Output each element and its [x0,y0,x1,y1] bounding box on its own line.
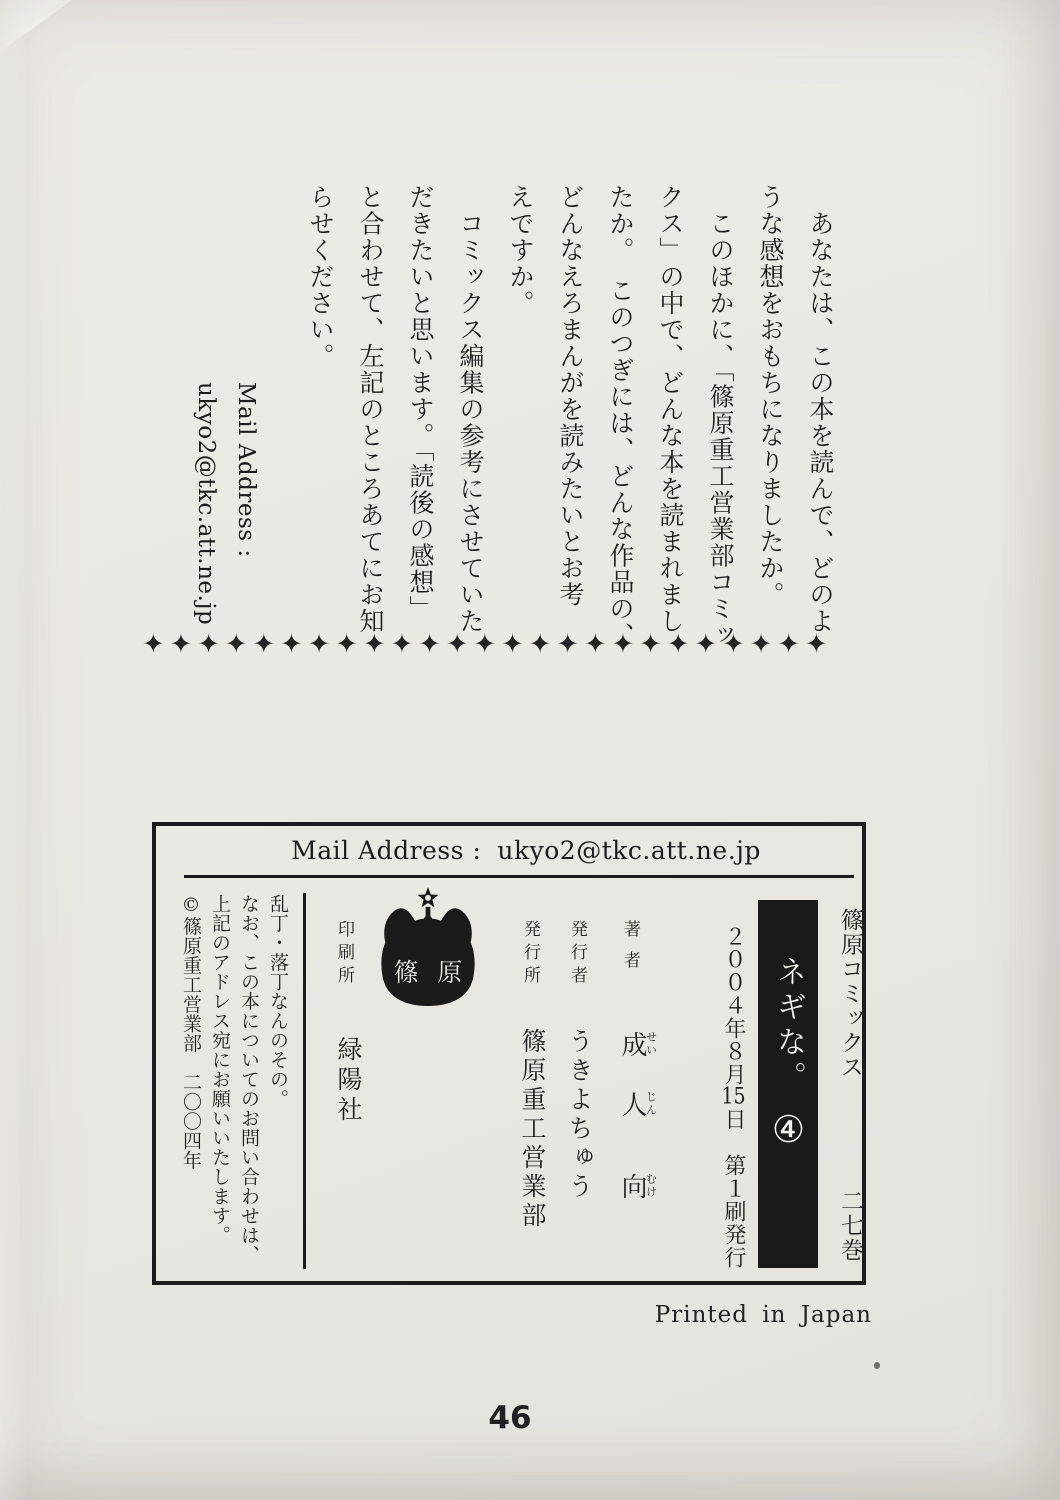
survey-column: えですか。 [506,184,535,317]
colophon-mail-value: ukyo2@tkc.att.ne.jp [497,836,761,865]
book-title [766,956,810,1151]
author-name-char: 成せい [617,1031,658,1057]
note-column: なお、この本についてのお問い合わせは、 [238,894,260,1265]
note-column: ©篠原重工営業部 二〇〇四年 [180,894,202,1170]
print-date-day: 15 [721,1086,746,1108]
header-rule [184,875,854,878]
shinohara-cat-logo [378,886,478,1010]
colophon-mail-header [156,836,862,865]
note-column: 上記のアドレス宛にお願いいたします。 [209,894,231,1245]
printer-name: 緑陽社 [334,1036,363,1126]
publisher-name: うきよちゅう [565,1028,594,1202]
publishing-house-name: 篠原重工営業部 [518,1028,547,1231]
scan-speck [874,1362,880,1369]
print-date-day-suffix: 日 [721,1108,746,1154]
title-bar [758,900,818,1268]
logo-char-left: 篠 [393,958,419,988]
colophon-box [152,822,866,1285]
survey-column: クス」の中で、どんな本を読まれまし [656,184,685,635]
survey-column: あなたは、この本を読んで、どのよ [806,184,835,635]
survey-column: と合わせて、左記のところあてにお知 [356,184,385,635]
series-name: 篠原コミックス [837,908,863,1080]
print-date-year-month: ２００４年８月 [721,925,746,1086]
scan-edge-highlight [0,0,28,1500]
section-divider-line [303,893,306,1269]
survey-column: たか。 このつぎには、どんな作品の、 [606,184,635,649]
logo-char-right: 原 [437,958,463,988]
survey-mail-address [186,382,266,632]
mail-address-label: Mail Address : [233,382,259,558]
colophon-notes [176,894,292,1276]
series-volume: 二七巻 [837,1189,863,1263]
survey-column: うな感想をおもちになりましたか。 [756,184,785,608]
book-title-text: ネギな。 [771,956,806,1096]
printed-in-japan: Printed in Japan [654,1302,872,1328]
page-number: 46 [488,1400,532,1436]
print-date-edition [718,925,749,1269]
book-title-volume: ④ [767,1108,810,1151]
logo-cat-head [381,908,474,1006]
survey-column: コミックス編集の参考にさせていた [456,184,485,635]
colophon-mail-label: Mail Address : [291,836,482,865]
edition-text: 第１刷発行 [721,1154,746,1269]
survey-column: どんなえろまんがを読みたいとお考 [556,184,585,608]
scan-corner-highlight [0,0,72,52]
author-name [614,1031,657,1199]
author-name-char: 向むけ [617,1173,658,1199]
survey-column: らせください。 [306,184,335,370]
survey-column: このほかに、「篠原重工営業部コミッ [706,184,735,649]
survey-column: だきたいと思います。「読後の感想」 [406,184,435,622]
note-column: 乱丁・落丁なんのその。 [267,894,289,1109]
author-name-char: 人じん [617,1091,658,1117]
printer-label: 印刷所 [334,920,354,989]
reader-survey-text [295,184,845,670]
publisher-label: 発行者 [567,920,587,989]
publishing-house-label: 発行所 [520,920,540,989]
author-label: 著者 [620,920,640,982]
mail-address-value: ukyo2@tkc.att.ne.jp [193,382,219,626]
star-divider: ✦✦✦✦✦✦✦✦✦✦✦✦✦✦✦✦✦✦✦✦✦✦✦✦✦ [142,629,833,660]
